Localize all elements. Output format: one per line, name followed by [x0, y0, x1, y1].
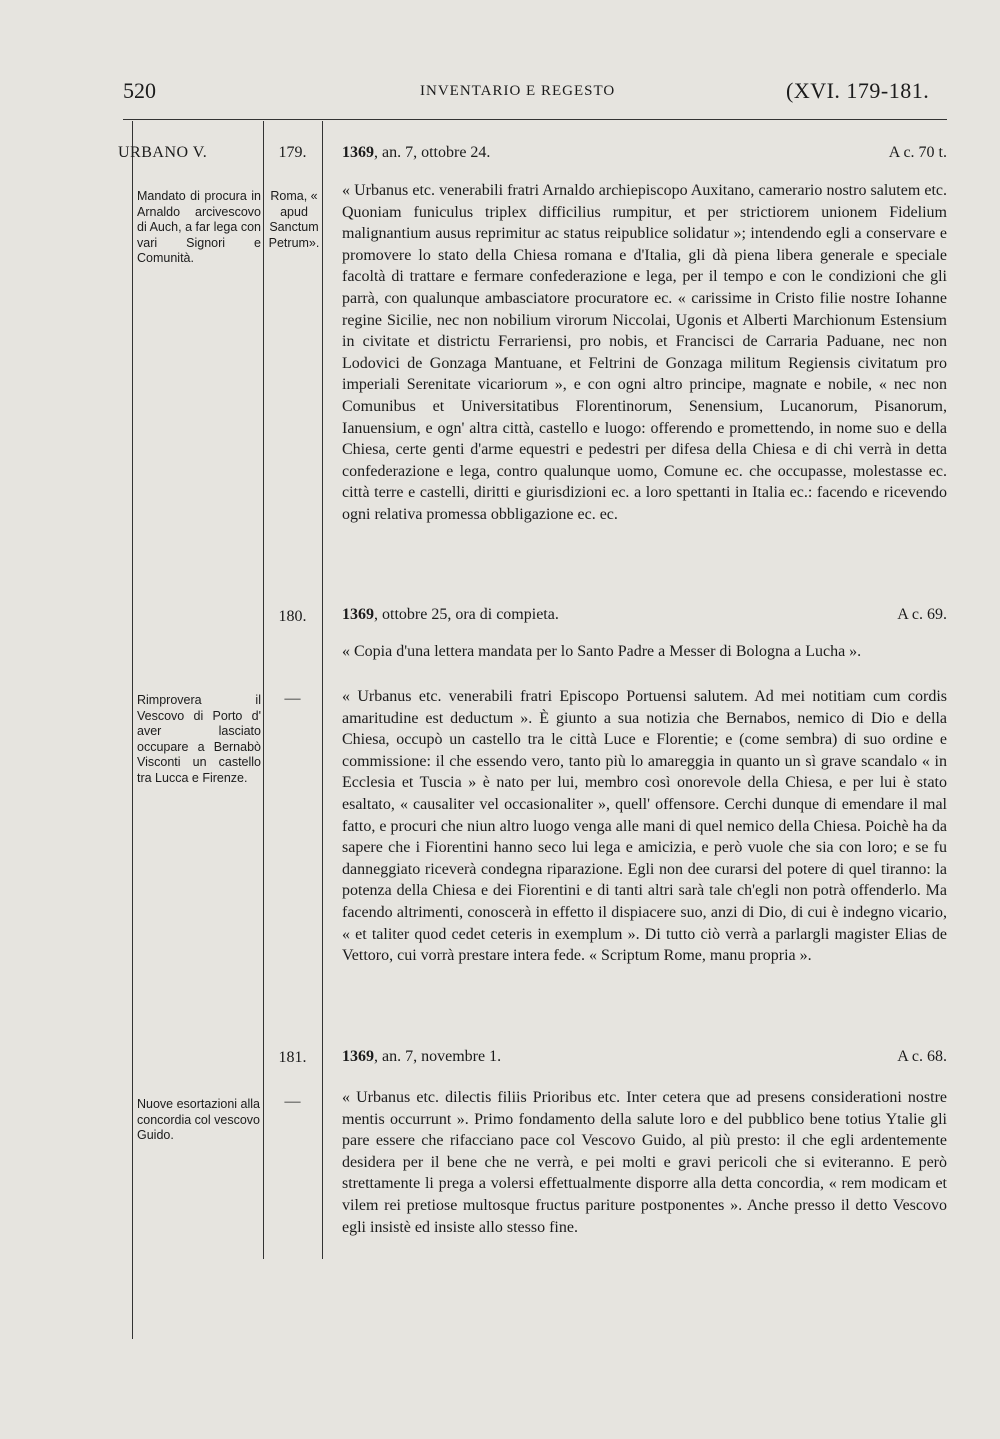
- entry-number: 180.: [278, 608, 307, 625]
- pontiff-name: URBANO V.: [118, 144, 208, 161]
- same-place-dash: —: [284, 690, 301, 707]
- entry-text: « Urbanus etc. dilectis filiis Prioribus etc. Inter cetera que ad presens considerationi nostre mentis occurrunt ». Primo fondamento della salute loro e del pubblico bene totius Ytalie gli pare essere che rifacciano pace col Vescovo Guido, al più presto: il che egli ardentemente desidera per il bene che ne verrà, e pei molti e gravi pericoli che si eviteranno. E però strettamente li prega a volersi effettualmente disporre alla detta concordia, « rem modicam et vilem rei pretiose multosque fructus pariture postponentes ». Anche presso il detto Vescovo egli insistè ed insiste allo stesso fine.: [342, 1089, 947, 1236]
- page-number: 520: [123, 78, 156, 103]
- entry-text: « Copia d'una lettera mandata per lo Santo Padre a Messer di Bologna a Lucha ».: [342, 643, 862, 660]
- running-reference: (XVI. 179-181.: [786, 78, 930, 103]
- margin-column-rule: [132, 121, 133, 1339]
- entry-date: , ottobre 25, ora di compieta.: [374, 606, 559, 623]
- folio-reference: A c. 69.: [897, 606, 947, 623]
- place-column-rule: [322, 121, 323, 1259]
- entry-dateline: [342, 144, 947, 162]
- entry-place: Roma, « apud Sanctum Petrum».: [268, 189, 320, 250]
- folio-reference: A c. 68.: [897, 1048, 947, 1065]
- entry-year: 1369: [342, 144, 374, 161]
- same-place-dash: —: [284, 1093, 301, 1110]
- entry-text: « Urbanus etc. venerabili fratri Episcopo Portuensi salutem. Ad mei notitiam cum cordis amaritudine est deductum ». È giunto a sua notizia che Bernabos, nemico di Dio e della Chiesa, occupò un castello tra le città Luce e Florentie; e (come sembra) di suo ordine e commissione: il che essendo vero, tanto più lo amareggia in quanto un sì grave scandalo « in Ecclesia et Tuscia » è nato per lui, membro così onorevole della Chiesa, e per lui è stato esaltato, « causaliter vel occasionaliter », quell' offensore. Cerchi dunque di emendare il mal fatto, e procuri che niun altro luogo venga alle mani di quel nemico della Chiesa. Poichè ha da sapere che i Fiorentini hanno seco lui lega e amicizia, e però vuole che sia con loro; e se fu danneggiato riceverà condegna riparazione. Egli non dee curarsi del potere di quel tiranno: la potenza della Chiesa e dei Fiorentini e di tanti altri sarà tale ch'egli non potrà offenderlo. Ma facendo altrimenti, conoscerà in effetto il dispiacere suo, anzi di Dio, di cui è indegno vicario, « et taliter quod cedet ceteris in exemplum ». Di tutto ciò verrà a parlargli magister Elias de Vettoro, cui vorrà prestare intera fede. « Scriptum Rome, manu propria ».: [342, 688, 947, 965]
- header-rule: [123, 119, 947, 120]
- entry-date: , an. 7, ottobre 24.: [374, 144, 491, 161]
- entry-year: 1369: [342, 1048, 374, 1065]
- entry-number: 179.: [278, 144, 307, 161]
- entry-year: 1369: [342, 606, 374, 623]
- running-title: INVENTARIO E REGESTO: [420, 83, 616, 99]
- entry-summary: Nuove esortazioni alla concordia col vescovo Guido.: [137, 1097, 260, 1142]
- entry-date: , an. 7, novembre 1.: [374, 1048, 502, 1065]
- entry-summary: Mandato di procura in Arnaldo arcivescovo di Auch, a far lega con vari Signori e Comunità.: [137, 189, 261, 265]
- folio-reference: A c. 70 t.: [888, 144, 947, 161]
- entry-dateline: [342, 606, 947, 624]
- entry-dateline: [342, 1048, 947, 1066]
- entry-number: 181.: [278, 1049, 307, 1066]
- entry-summary: Rimprovera il Vescovo di Porto d' aver lasciato occupare a Bernabò Visconti un castello tra Lucca e Firenze.: [137, 693, 261, 785]
- entry-text: « Urbanus etc. venerabili fratri Arnaldo archiepiscopo Auxitano, camerario nostro salutem etc. Quoniam funiculus triplex difficilius rumpitur, et per strictiorem unionem Fidelium malignantium ausus reprimitur ac status reipublice solidatur »; intendendo egli a conservare e promovere lo stato della Chiesa romana e d'Italia, gli dà piena libera generale e speciale facoltà di trattare e fermare confederazione e lega, per il tempo e con le condizioni che gli parrà, con qualunque ambasciatore procuratore ec. « carissime in Cristo filie nostre Iohanne regine Sicilie, nec non nobilium virorum Niccolai, Ugonis et Alberti Marchionum Estensium in civitate et districtu Ferrariensi, pro nobis, et Francisci de Carraria Paduane, nec non Lodovici de Gonzaga Mantuane, et Feltrini de Gonzaga militum Regiensis civitatum pro imperiali Serenitate vicariorum », e con ogni altro principe, magnate e nobile, « nec non Comunibus et Universitatibus Florentinorum, Senensium, Lucanorum, Pisanorum, Ianuensium, e ogn' altra città, castello e luogo: offerendo e promettendo, in nome suo e della Chiesa, certe genti d'arme equestri e pedestri per difesa della Chiesa e di chi verrà in detta confederazione e lega, contro qualunque uomo, Comune ec. che occupasse, molestasse ec. città terre e castelli, diritti e giurisdizioni ec. a loro spettanti in Italia ec.: facendo e ricevendo ogni relativa promessa obbligazione ec. ec.: [342, 182, 947, 523]
